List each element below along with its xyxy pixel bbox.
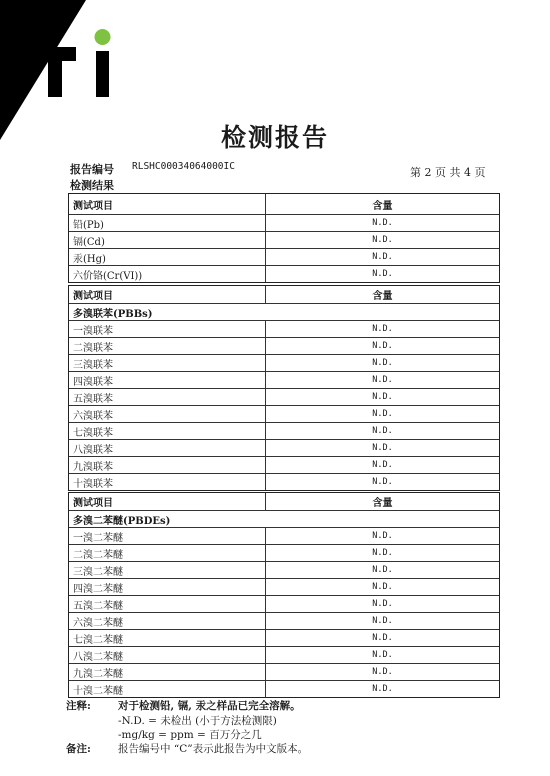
item-value: N.D. [265,440,499,456]
item-header: 测试项目 [73,200,113,212]
item-value: N.D. [265,457,499,473]
table-row [69,663,499,680]
page-title: 检测报告 [220,123,329,152]
item-value: N.D. [265,249,499,265]
table-row [69,629,499,646]
item-value: N.D. [265,372,499,388]
table-row [69,595,499,612]
item-value: N.D. [265,681,499,697]
content-header: 含量 [265,493,499,510]
table-row [69,544,499,561]
content-header: 含量 [265,194,499,214]
item-name: 六溴联苯 [73,410,113,422]
item-name: 八溴联苯 [73,444,113,456]
item-name: 七溴二苯醚 [73,634,123,646]
item-value: N.D. [265,664,499,680]
table-row [69,439,499,456]
item-name: 铅(Pb) [73,219,104,231]
item-value: N.D. [265,423,499,439]
table-row [69,337,499,354]
item-header: 测试项目 [73,498,113,509]
item-value: N.D. [265,630,499,646]
item-name: 八溴二苯醚 [73,651,123,663]
table-row [69,405,499,422]
group-row [69,303,499,320]
item-value: N.D. [265,545,499,561]
table-row [69,354,499,371]
table-row [69,214,499,231]
item-name: 三溴联苯 [73,359,113,371]
item-name: 十溴二苯醚 [73,685,123,697]
table-row [69,248,499,265]
table-header-row [69,286,499,303]
item-value: N.D. [265,321,499,337]
item-name: 二溴联苯 [73,342,113,354]
item-value: N.D. [265,215,499,231]
item-value: N.D. [265,596,499,612]
table-row [69,456,499,473]
item-value: N.D. [265,613,499,629]
item-value: N.D. [265,528,499,544]
table-row [69,561,499,578]
page-info: 第 2 页 共 4 页 [410,166,486,179]
table-row [69,527,499,544]
item-name: 九溴联苯 [73,461,113,473]
report-number-label: 报告编号 [70,163,114,176]
item-header: 测试项目 [73,291,113,302]
item-name: 六价铬(Cr(VI)) [73,270,143,282]
note-line-3: -mg/kg = ppm = 百万分之几 [118,729,262,741]
heavy-metals-table [68,193,500,283]
item-name: 九溴二苯醚 [73,668,123,680]
pbbs-table [68,285,500,491]
notes-label: 注释: [66,700,91,712]
group-label: 多溴联苯(PBBs) [73,308,153,320]
item-name: 一溴二苯醚 [73,532,123,544]
table-row [69,680,499,697]
table-row [69,646,499,663]
remark-text: 报告编号中 “C”表示此报告为中文版本。 [118,743,309,755]
item-name: 十溴联苯 [73,478,113,490]
item-name: 镉(Cd) [73,236,105,248]
table-row [69,473,499,490]
table-row [69,231,499,248]
note-line-2: -N.D. = 未检出 (小于方法检测限) [118,715,277,727]
item-value: N.D. [265,647,499,663]
item-name: 一溴联苯 [73,325,113,337]
item-value: N.D. [265,266,499,282]
table-row [69,388,499,405]
table-row [69,320,499,337]
pbdes-table [68,492,500,698]
item-name: 六溴二苯醚 [73,617,123,629]
note-line-1: 对于检测铅, 镉, 汞之样品已完全溶解。 [118,700,301,712]
table-header-row [69,493,499,510]
table-row [69,265,499,282]
item-name: 五溴联苯 [73,393,113,405]
results-label: 检测结果 [70,179,114,192]
item-value: N.D. [265,389,499,405]
item-name: 汞(Hg) [73,253,106,265]
item-name: 七溴联苯 [73,427,113,439]
group-row [69,510,499,527]
item-value: N.D. [265,562,499,578]
item-value: N.D. [265,474,499,490]
table-row [69,371,499,388]
group-label: 多溴二苯醚(PBDEs) [73,515,171,527]
item-value: N.D. [265,232,499,248]
company-logo [30,27,116,99]
item-name: 二溴二苯醚 [73,549,123,561]
item-name: 四溴二苯醚 [73,583,123,595]
item-value: N.D. [265,338,499,354]
table-row [69,578,499,595]
item-value: N.D. [265,406,499,422]
table-row [69,612,499,629]
report-number: RLSHC00034064000IC [132,161,235,172]
item-value: N.D. [265,355,499,371]
item-name: 三溴二苯醚 [73,566,123,578]
table-row [69,422,499,439]
item-name: 五溴二苯醚 [73,600,123,612]
remark-label: 备注: [66,743,91,755]
item-name: 四溴联苯 [73,376,113,388]
table-header-row [69,194,499,214]
content-header: 含量 [265,286,499,303]
item-value: N.D. [265,579,499,595]
